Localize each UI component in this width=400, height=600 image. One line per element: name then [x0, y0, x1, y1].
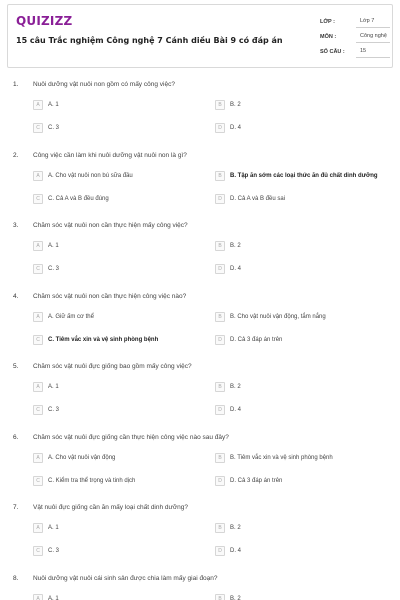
option-text: A. 1 [48, 102, 59, 108]
option-text: B. Cho vật nuôi vận động, tắm nắng [230, 313, 326, 320]
option-text: C. 3 [48, 548, 60, 554]
question-text: Nuôi dưỡng vật nuôi cái sinh sản được chia làm mấy giai đoạn? [33, 574, 218, 582]
option-letter-box[interactable]: D [215, 405, 225, 415]
question-number: 8. [13, 574, 19, 582]
question-text: Chăm sóc vật nuôi non cần thực hiện mấy công việc? [33, 222, 188, 229]
worksheet-meta [320, 13, 390, 58]
answer-option-c[interactable] [33, 263, 59, 275]
answer-option-a[interactable] [33, 240, 59, 252]
answer-option-c[interactable] [33, 122, 59, 134]
question-number: 6. [13, 433, 19, 441]
option-text: D. Cả 3 đáp án trên [230, 336, 283, 343]
option-text: C. 3 [48, 125, 60, 131]
answer-option-b[interactable] [215, 99, 241, 111]
meta-row-class [320, 13, 390, 28]
meta-value: Công nghệ [356, 33, 390, 43]
option-letter-box[interactable]: B [215, 171, 225, 181]
meta-value: 15 [356, 48, 390, 58]
option-letter-box[interactable]: A [33, 594, 43, 600]
option-text: A. 1 [48, 243, 59, 249]
answer-option-a[interactable] [33, 452, 115, 464]
question-block [0, 293, 400, 353]
question-number: 1. [13, 81, 19, 88]
option-text: B. 2 [230, 243, 241, 249]
option-letter-box[interactable]: C [33, 194, 43, 204]
question-number: 7. [13, 504, 19, 511]
option-letter-box[interactable]: B [215, 312, 225, 322]
option-letter-box[interactable]: D [215, 123, 225, 133]
answer-option-b[interactable] [215, 240, 241, 252]
option-text: A. Giữ ấm cơ thể [48, 313, 94, 320]
option-text: D. 4 [230, 407, 242, 413]
question-block [0, 575, 400, 600]
option-letter-box[interactable]: A [33, 100, 43, 110]
answer-option-a[interactable] [33, 522, 59, 534]
option-letter-box[interactable]: B [215, 523, 225, 533]
answer-option-b[interactable] [215, 522, 241, 534]
option-letter-box[interactable]: A [33, 453, 43, 463]
answer-option-d[interactable] [215, 475, 282, 487]
option-text: D. 4 [230, 125, 242, 131]
question-block [0, 152, 400, 212]
option-text: D. Cả A và B đều sai [230, 195, 286, 202]
answer-option-d[interactable] [215, 545, 241, 557]
option-letter-box[interactable]: C [33, 123, 43, 133]
option-text: B. 2 [230, 384, 241, 390]
answer-option-a[interactable] [33, 381, 59, 393]
option-text: D. Cả 3 đáp án trên [230, 477, 283, 484]
answer-option-d[interactable] [215, 263, 241, 275]
question-block [0, 504, 400, 564]
option-letter-box[interactable]: C [33, 335, 43, 345]
answer-option-c[interactable] [33, 404, 59, 416]
option-text: B. 2 [230, 102, 241, 108]
option-letter-box[interactable]: D [215, 194, 225, 204]
option-letter-box[interactable]: D [215, 335, 225, 345]
question-text: Chăm sóc vật nuôi đực giống cần thực hiện công việc nào sau đây? [33, 433, 229, 441]
option-letter-box[interactable]: B [215, 100, 225, 110]
answer-option-d[interactable] [215, 193, 285, 205]
option-text: A. 1 [48, 525, 59, 531]
option-letter-box[interactable]: A [33, 171, 43, 181]
meta-row-subject [320, 28, 390, 43]
worksheet-title: 15 câu Trắc nghiệm Công nghệ 7 Cánh diều Bài 9 có đáp án [16, 36, 283, 45]
option-text: B. 2 [230, 525, 241, 531]
option-text: A. 1 [48, 384, 59, 390]
answer-option-b[interactable] [215, 593, 241, 600]
option-text: C. 3 [48, 407, 60, 413]
option-letter-box[interactable]: B [215, 453, 225, 463]
answer-option-d[interactable] [215, 122, 241, 134]
meta-key: LỚP : [320, 19, 335, 25]
option-letter-box[interactable]: C [33, 264, 43, 274]
answer-option-c[interactable] [33, 334, 158, 346]
meta-key: MÔN : [320, 34, 337, 40]
question-block [0, 81, 400, 141]
question-text: Chăm sóc vật nuôi đực giống bao gồm mấy công việc? [33, 363, 192, 370]
answer-option-a[interactable] [33, 311, 94, 323]
answer-option-b[interactable] [215, 311, 326, 323]
option-letter-box[interactable]: B [215, 594, 225, 600]
question-text: Chăm sóc vật nuôi non cần thực hiện công việc nào? [33, 292, 187, 300]
option-letter-box[interactable]: C [33, 546, 43, 556]
option-letter-box[interactable]: D [215, 264, 225, 274]
question-number: 3. [13, 222, 19, 229]
option-text: B. 2 [230, 595, 241, 600]
answer-option-c[interactable] [33, 475, 135, 487]
option-text: D. 4 [230, 266, 242, 272]
option-letter-box[interactable]: B [215, 382, 225, 392]
option-text: C. Tiêm vắc xin và vệ sinh phòng bệnh [48, 336, 159, 343]
answer-option-c[interactable] [33, 193, 109, 205]
answer-option-b[interactable] [215, 170, 378, 182]
meta-value: Lớp 7 [356, 18, 390, 28]
question-number: 4. [13, 292, 19, 300]
option-text: C. Cả A và B đều đúng [48, 195, 109, 202]
answer-option-a[interactable] [33, 99, 59, 111]
option-letter-box[interactable]: A [33, 312, 43, 322]
option-letter-box[interactable]: D [215, 476, 225, 486]
option-text: C. 3 [48, 266, 60, 272]
answer-option-a[interactable] [33, 170, 133, 182]
answer-option-c[interactable] [33, 545, 59, 557]
option-text: A. Cho vật nuôi vận động [48, 454, 116, 461]
option-letter-box[interactable]: D [215, 546, 225, 556]
question-number: 2. [13, 151, 19, 159]
question-block [0, 434, 400, 494]
meta-row-count [320, 43, 390, 58]
answer-option-b[interactable] [215, 381, 241, 393]
option-text: A. Cho vật nuôi non bú sữa đầu [48, 172, 133, 179]
option-text: B. Tập ăn sớm các loại thức ăn đủ chất dinh dưỡng [230, 172, 378, 179]
option-letter-box[interactable]: A [33, 382, 43, 392]
option-letter-box[interactable]: A [33, 523, 43, 533]
meta-key: SỐ CÂU : [320, 49, 345, 55]
question-block [0, 363, 400, 423]
option-text: D. 4 [230, 548, 242, 554]
option-letter-box[interactable]: C [33, 476, 43, 486]
quizizz-logo[interactable]: QUIZIZZ [16, 14, 73, 28]
question-number: 5. [13, 363, 19, 370]
option-letter-box[interactable]: C [33, 405, 43, 415]
option-text: C. Kiểm tra thể trọng và tinh dịch [48, 477, 136, 484]
option-letter-box[interactable]: B [215, 241, 225, 251]
answer-option-a[interactable] [33, 593, 59, 600]
question-text: Nuôi dưỡng vật nuôi non gồm có mấy công việc? [33, 81, 175, 88]
option-text: B. Tiêm vắc xin và vệ sinh phòng bệnh [230, 454, 333, 461]
question-block [0, 222, 400, 282]
option-letter-box[interactable]: A [33, 241, 43, 251]
question-text: Vật nuôi đực giống cần ăn mấy loại chất dinh dưỡng? [33, 504, 188, 511]
answer-option-d[interactable] [215, 404, 241, 416]
option-text: A. 1 [48, 595, 59, 600]
worksheet-header [7, 4, 393, 68]
answer-option-b[interactable] [215, 452, 333, 464]
answer-option-d[interactable] [215, 334, 282, 346]
question-text: Công việc cần làm khi nuôi dưỡng vật nuôi non là gì? [33, 151, 187, 159]
